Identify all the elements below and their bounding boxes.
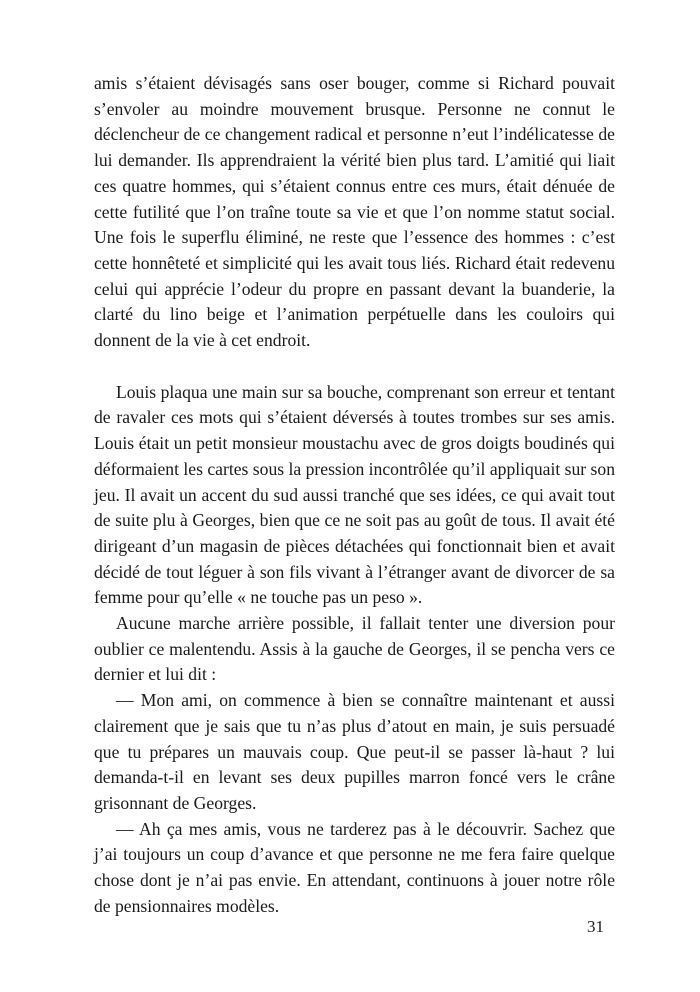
section-break	[94, 354, 615, 380]
dialogue-1: — Mon ami, on commence à bien se connaître maintenant et aussi clairement que je sais que tu n’as plus d’atout en main, je suis persuadé que tu prépares un mauvais coup. Que peut-il se passer là-haut ? lui demanda-t-il en levant ses deux pupilles marron foncé vers le crâne grisonnant de Georges.	[94, 690, 615, 813]
paragraph-1: amis s’étaient dévisagés sans oser bouger, comme si Richard pouvait s’envoler au moindre mouvement brusque. Personne ne connut le déclencheur de ce changement radical et personne n’eut l’indélicatesse de lui demander. Ils apprendraient la vérité bien plus tard. L’amitié qui liait ces quatre hommes, qui s’étaient connus entre ces murs, était dénuée de cette futilité que l’on traîne toute sa vie et que l’on nomme statut social. Une fois le superflu éliminé, ne reste que l’essence des hommes : c’est cette honnêteté et simplicité qui les avait tous liés. Richard était redevenu celui qui apprécie l’odeur du propre en passant devant la buanderie, la clarté du lino beige et l’animation perpétuelle dans les couloirs qui donnent de la vie à cet endroit.	[94, 73, 615, 351]
paragraph-3: Aucune marche arrière possible, il fallait tenter une diversion pour oublier ce malentendu. Assis à la gauche de Georges, il se pencha vers ce dernier et lui dit :	[94, 613, 615, 685]
body-text	[94, 71, 615, 920]
dialogue-2: — Ah ça mes amis, vous ne tarderez pas à le découvrir. Sachez que j’ai toujours un coup d’avance et que personne ne me fera faire quelque chose dont je n’ai pas envie. En attendant, continuons à jouer notre rôle de pensionnaires modèles.	[94, 818, 615, 916]
paragraph-2: Louis plaqua une main sur sa bouche, comprenant son erreur et tentant de ravaler ces mots qui s’étaient déversés à toutes trombes sur ses amis. Louis était un petit monsieur moustachu avec de gros doigts boudinés qui déformaient les cartes sous la pression incontrôlée qu’il appliquait sur son jeu. Il avait un accent du sud aussi tranché que ses idées, ce qui avait tout de suite plu à Georges, bien que ce ne soit pas au goût de tous. Il avait été dirigeant d’un magasin de pièces détachées qui fonctionnait bien et avait décidé de tout léguer à son fils vivant à l’étranger avant de divorcer de sa femme pour qu’elle « ne touche pas un peso ».	[94, 381, 615, 608]
page-number: 31	[587, 917, 604, 936]
